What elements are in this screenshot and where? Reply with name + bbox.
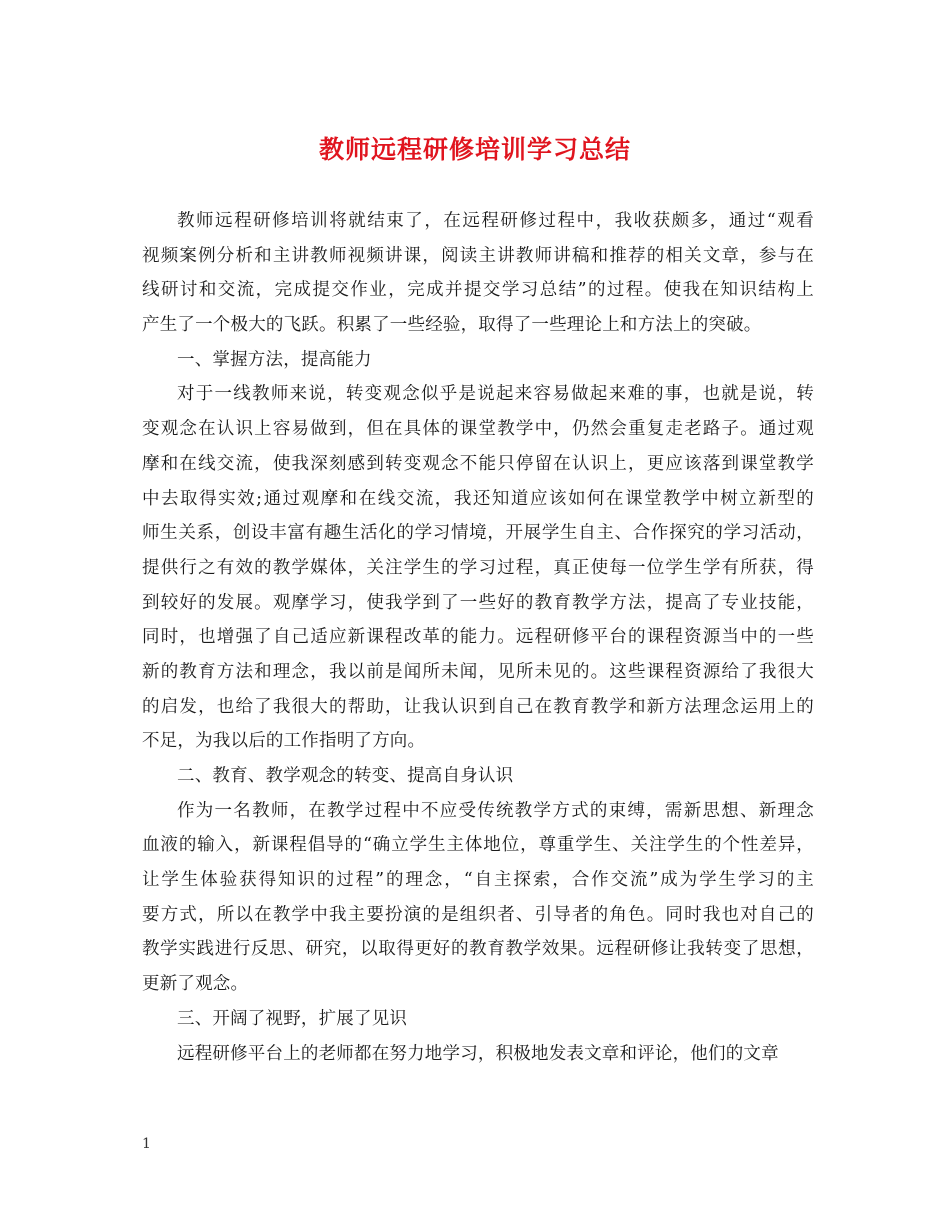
paragraph-line: 产生了一个极大的飞跃。积累了一些经验，取得了一些理论上和方法上的突破。 [142, 315, 762, 336]
paragraph-line: 师生关系，创设丰富有趣生活化的学习情境，开展学生自主、合作探究的学习活动， [142, 523, 814, 544]
paragraph-line: 要方式，所以在教学中我主要扮演的是组织者、引导者的角色。同时我也对自己的 [142, 904, 814, 925]
paragraph-line: 更新了观念。 [142, 974, 249, 995]
section-heading: 一、掌握方法，提高能力 [177, 349, 372, 370]
paragraph-line: 的启发，也给了我很大的帮助，让我认识到自己在教育教学和新方法理念运用上的 [142, 696, 814, 717]
paragraph-line: 线研讨和交流，完成提交作业，完成并提交学习总结”的过程。使我在知识结构上 [142, 280, 814, 301]
paragraph-line: 变观念在认识上容易做到，但在具体的课堂教学中，仍然会重复走老路子。通过观 [142, 419, 814, 440]
paragraph-line: 摩和在线交流，使我深刻感到转变观念不能只停留在认识上，更应该落到课堂教学 [142, 453, 814, 474]
paragraph-line: 作为一名教师，在教学过程中不应受传统教学方式的束缚，需新思想、新理念 [177, 800, 814, 821]
paragraph-line: 提供行之有效的教学媒体，关注学生的学习过程，真正使每一位学生学有所获，得 [142, 557, 814, 578]
paragraph-line: 到较好的发展。观摩学习，使我学到了一些好的教育教学方法，提高了专业技能， [142, 592, 814, 613]
paragraph-line: 让学生体验获得知识的过程”的理念，“自主探索，合作交流”成为学生学习的主 [142, 870, 814, 891]
paragraph-line: 新的教育方法和理念，我以前是闻所未闻，见所未见的。这些课程资源给了我很大 [142, 661, 814, 682]
paragraph-line: 对于一线教师来说，转变观念似乎是说起来容易做起来难的事，也就是说，转 [177, 384, 814, 405]
paragraph-line: 血液的输入，新课程倡导的“确立学生主体地位，尊重学生、关注学生的个性差异， [142, 835, 814, 856]
paragraph-line: 不足，为我以后的工作指明了方向。 [142, 731, 426, 752]
paragraph-line: 远程研修平台上的老师都在努力地学习，积极地发表文章和评论，他们的文章 [177, 1043, 779, 1064]
page-number: 1 [142, 1136, 151, 1152]
section-heading: 三、开阔了视野，扩展了见识 [177, 1008, 408, 1029]
paragraph-line: 中去取得实效;通过观摩和在线交流，我还知道应该如何在课堂教学中树立新型的 [142, 488, 814, 509]
paragraph-line: 教师远程研修培训将就结束了，在远程研修过程中，我收获颇多，通过“观看 [177, 211, 814, 231]
section-heading: 二、教育、教学观念的转变、提高自身认识 [177, 766, 514, 786]
document-body [142, 204, 814, 1071]
document-title: 教师远程研修培训学习总结 [318, 135, 631, 164]
paragraph-line: 教学实践进行反思、研究，以取得更好的教育教学效果。远程研修让我转变了思想， [142, 939, 814, 960]
paragraph-line: 视频案例分析和主讲教师视频讲课，阅读主讲教师讲稿和推荐的相关文章，参与在 [142, 245, 814, 266]
paragraph-line: 同时，也增强了自己适应新课程改革的能力。远程研修平台的课程资源当中的一些 [142, 627, 814, 648]
